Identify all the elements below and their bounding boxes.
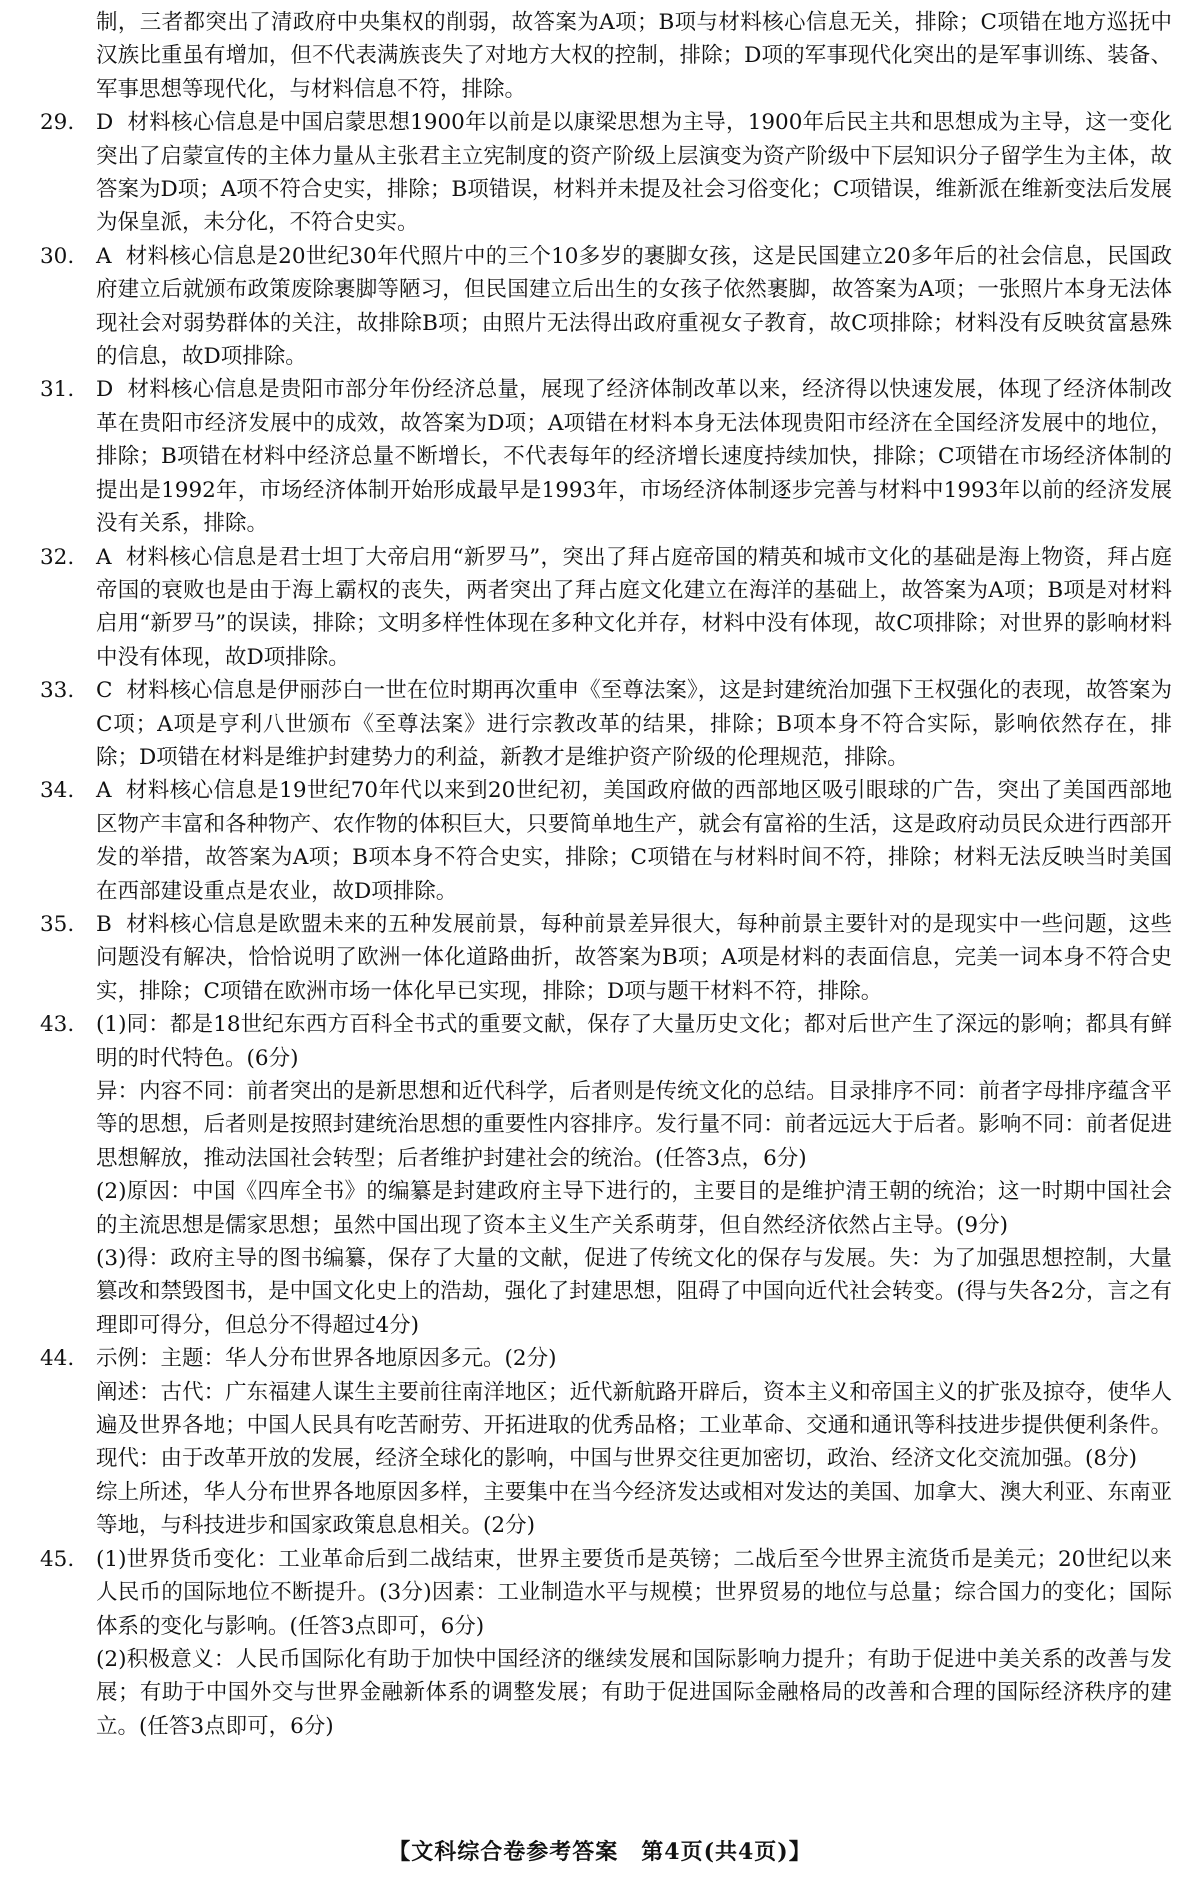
- question-number: 30.: [40, 243, 75, 269]
- answer-45-part1: (1)世界货币变化：工业革命后到二战结束，世界主要货币是英镑；二战后至今世界主流货币是美元；20世纪以来人民币的国际地位不断提升。(3分)因素：工业制造水平与规模；世界贸易的地位与总量；综合国力的变化；国际体系的变化与影响。(任答3点即可，6分): [96, 1546, 1172, 1639]
- answer-letter: D: [96, 110, 114, 136]
- answer-43-part2: (2)原因：中国《四库全书》的编纂是封建政府主导下进行的，主要目的是维护清王朝的统治；这一时期中国社会的主流思想是儒家思想；虽然中国出现了资本主义生产关系萌芽，但自然经济依然占主导。(9分): [96, 1179, 1172, 1238]
- answer-45-part2: (2)积极意义：人民币国际化有助于加快中国经济的继续发展和国际影响力提升；有助于促进中美关系的改善与发展；有助于中国外交与世界金融新体系的调整发展；有助于促进国际金融格局的改善和合理的国际经济秩序的建立。(任答3点即可，6分): [96, 1646, 1172, 1739]
- answer-letter: C: [96, 678, 113, 704]
- answer-30: [40, 240, 1172, 374]
- question-number: 33.: [40, 678, 75, 704]
- answer-explanation: 材料核心信息是君士坦丁大帝启用“新罗马”，突出了拜占庭帝国的精英和城市文化的基础是海上物资，拜占庭帝国的衰败也是由于海上霸权的丧失，两者突出了拜占庭文化建立在海洋的基础上，故答案为A项；B项是对材料启用“新罗马”的误读，排除；文明多样性体现在多种文化并存，材料中没有体现，故C项排除；对世界的影响材料中没有体现，故D项排除。: [96, 544, 1172, 670]
- answer-44: [40, 1342, 1172, 1542]
- answer-33: [40, 674, 1172, 774]
- answer-43-differences: 异：内容不同：前者突出的是新思想和近代科学，后者则是传统文化的总结。目录排序不同：前者字母排序蕴含平等的思想，后者则是按照封建统治思想的重要性内容排序。发行量不同：前者远远大于后者。影响不同：前者促进思想解放，推动法国社会转型；后者维护封建社会的统治。(任答3点，6分): [96, 1079, 1172, 1171]
- answer-letter: B: [96, 911, 112, 937]
- answer-34: [40, 774, 1172, 908]
- answer-explanation: 材料核心信息是伊丽莎白一世在位时期再次重申《至尊法案》，这是封建统治加强下王权强化的表现，故答案为C项；A项是亨利八世颁布《至尊法案》进行宗教改革的结果，排除；B项本身不符合实际，影响依然存在，排除；D项错在材料是维护封建势力的利益，新教才是维护资产阶级的伦理规范，排除。: [96, 678, 1172, 770]
- answer-45: [40, 1543, 1172, 1743]
- answer-44-theme: 示例：主题：华人分布世界各地原因多元。(2分): [96, 1346, 557, 1372]
- question-number: 32.: [40, 544, 75, 570]
- continuation-paragraph: 制，三者都突出了清政府中央集权的削弱，故答案为A项；B项与材料核心信息无关，排除；C项错在地方巡抚中汉族比重虽有增加，但不代表满族丧失了对地方大权的控制，排除；D项的军事现代化突出的是军事训练、装备、军事思想等现代化，与材料信息不符，排除。: [96, 10, 1172, 102]
- answer-44-conclusion: 综上所述，华人分布世界各地原因多样，主要集中在当今经济发达或相对发达的美国、加拿大、澳大利亚、东南亚等地，与科技进步和国家政策息息相关。(2分): [96, 1479, 1172, 1539]
- answer-letter: A: [96, 243, 112, 269]
- question-number: 31.: [40, 377, 75, 403]
- question-number: 35.: [40, 911, 75, 937]
- answer-43: [40, 1008, 1172, 1342]
- answer-31: [40, 373, 1172, 540]
- answer-letter: A: [96, 544, 112, 570]
- answer-32: [40, 541, 1172, 675]
- answer-letter: A: [96, 778, 112, 804]
- answer-explanation: 材料核心信息是中国启蒙思想1900年以前是以康梁思想为主导，1900年后民主共和思想成为主导，这一变化突出了启蒙宣传的主体力量从主张君主立宪制度的资产阶级上层演变为资产阶级中下层知识分子留学生为主体，故答案为D项；A项不符合史实，排除；B项错误，材料并未提及社会习俗变化；C项错误，维新派在维新变法后发展为保皇派，未分化，不符合史实。: [96, 110, 1172, 236]
- answer-letter: D: [96, 377, 114, 403]
- answer-explanation: 材料核心信息是欧盟未来的五种发展前景，每种前景差异很大，每种前景主要针对的是现实中一些问题，这些问题没有解决，恰恰说明了欧洲一体化道路曲折，故答案为B项；A项是材料的表面信息，完美一词本身不符合史实，排除；C项错在欧洲市场一体化早已实现，排除；D项与题干材料不符，排除。: [96, 911, 1172, 1004]
- answer-explanation: 材料核心信息是贵阳市部分年份经济总量，展现了经济体制改革以来，经济得以快速发展，体现了经济体制改革在贵阳市经济发展中的成效，故答案为D项；A项错在材料本身无法体现贵阳市经济在全国经济发展中的地位，排除；B项错在材料中经济总量不断增长，不代表每年的经济增长速度持续加快，排除；C项错在市场经济体制的提出是1992年，市场经济体制开始形成最早是1993年，市场经济体制逐步完善与材料中1993年以前的经济发展没有关系，排除。: [96, 377, 1172, 537]
- answer-43-part3: (3)得：政府主导的图书编纂，保存了大量的文献，促进了传统文化的保存与发展。失：为了加强思想控制，大量篡改和禁毁图书，是中国文化史上的浩劫，强化了封建思想，阻碍了中国向近代社会转变。(得与失各2分，言之有理即可得分，但总分不得超过4分): [96, 1246, 1172, 1338]
- answer-explanation: 材料核心信息是19世纪70年代以来到20世纪初，美国政府做的西部地区吸引眼球的广告，突出了美国西部地区物产丰富和各种物产、农作物的体积巨大，只要简单地生产，就会有富裕的生活，这是政府动员民众进行西部开发的举措，故答案为A项；B项本身不符合史实，排除；C项错在与材料时间不符，排除；材料无法反映当时美国在西部建设重点是农业，故D项排除。: [96, 778, 1172, 904]
- answer-explanation: 材料核心信息是20世纪30年代照片中的三个10多岁的裹脚女孩，这是民国建立20多年后的社会信息，民国政府建立后就颁布政策废除裹脚等陋习，但民国建立后出生的女孩子依然裹脚，故答案为A项；一张照片本身无法体现社会对弱势群体的关注，故排除B项；由照片无法得出政府重视女子教育，故C项排除；材料没有反映贫富悬殊的信息，故D项排除。: [96, 243, 1172, 370]
- question-number: 44.: [40, 1346, 75, 1372]
- question-number: 43.: [40, 1012, 75, 1038]
- answer-44-elaboration: 阐述：古代：广东福建人谋生主要前往南洋地区；近代新航路开辟后，资本主义和帝国主义的扩张及掠夺，使华人遍及世界各地；中国人民具有吃苦耐劳、开拓进取的优秀品格；工业革命、交通和通讯等科技进步提供便利条件。现代：由于改革开放的发展，经济全球化的影响，中国与世界交往更加密切，政治、经济文化交流加强。(8分): [96, 1379, 1172, 1472]
- question-number: 29.: [40, 110, 75, 136]
- answer-35: [40, 908, 1172, 1008]
- question-number: 45.: [40, 1546, 75, 1572]
- question-number: 34.: [40, 778, 75, 804]
- page-footer: 【文科综合卷参考答案 第4页(共4页)】: [388, 1839, 812, 1865]
- answer-29: [40, 106, 1172, 240]
- answer-43-part1: (1)同：都是18世纪东西方百科全书式的重要文献，保存了大量历史文化；都对后世产生了深远的影响；都具有鲜明的时代特色。(6分): [96, 1012, 1172, 1071]
